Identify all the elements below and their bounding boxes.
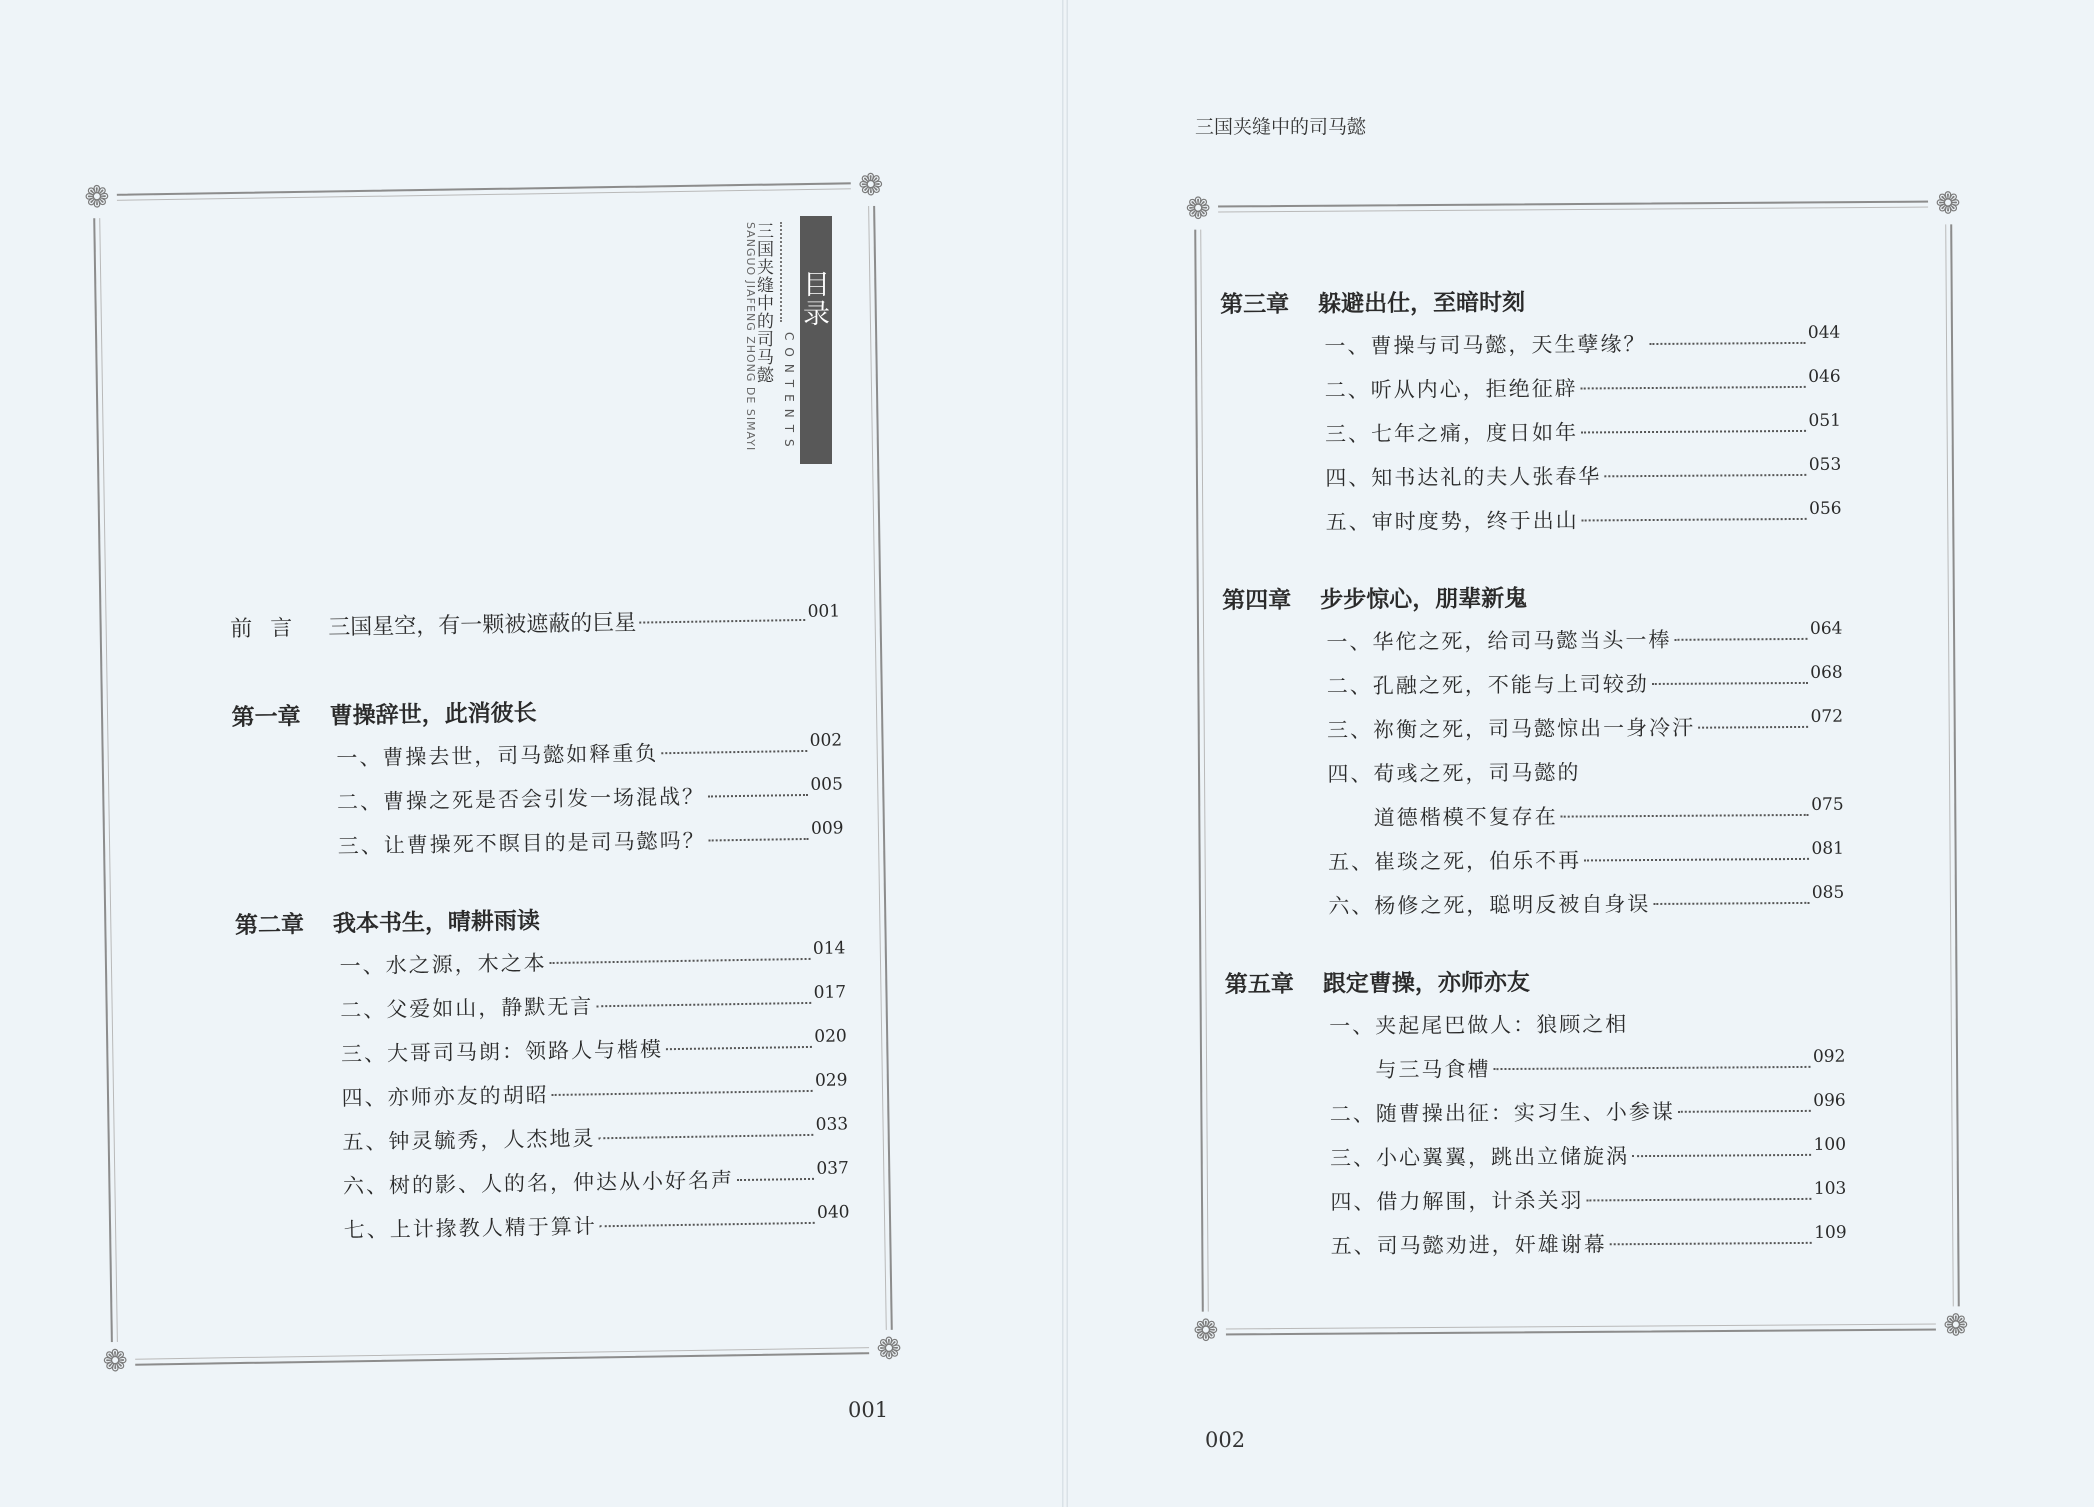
entry-page-number: 033 [815, 1114, 849, 1135]
entry-page-number: 020 [814, 1026, 847, 1047]
book-title-vertical: 三国夹缝中的司马懿 [753, 222, 773, 384]
entry-page-number: 009 [810, 818, 844, 839]
entry-title: 一、曹操去世，司马懿如释重负 [336, 741, 659, 771]
entry-title: 六、杨修之死，聪明反被自身误 [1328, 892, 1651, 919]
leader-dots [1652, 682, 1808, 685]
entry-title: 四、荀彧之死，司马懿的 [1327, 760, 1581, 787]
leader-dots [1610, 1242, 1812, 1245]
entry-title: 一、曹操与司马懿，天生孽缘？ [1324, 332, 1647, 359]
leader-dots [666, 1046, 812, 1050]
entry-page-number: 017 [813, 982, 847, 1003]
toc-entry[interactable] [1221, 409, 1841, 457]
chapter-title: 跟定曹操，亦师亦友 [1322, 968, 1530, 998]
entry-page-number: 081 [1811, 838, 1845, 859]
entry-page-number: 037 [816, 1158, 850, 1179]
entry-title: 与三马食槽 [1375, 1057, 1491, 1082]
entry-title: 一、华佗之死，给司马懿当头一棒 [1326, 627, 1672, 655]
toc-entry[interactable] [1226, 1089, 1846, 1137]
chapter-section [231, 688, 844, 870]
entry-title: 五、钟灵毓秀，人杰地灵 [342, 1126, 596, 1155]
entry-title: 二、孔融之死，不能与上司较劲 [1326, 672, 1649, 699]
toc-entry[interactable] [1227, 1221, 1847, 1269]
page-number-right: 002 [1205, 1428, 1246, 1452]
entry-title: 二、曹操之死是否会引发一场混战？ [336, 784, 706, 815]
running-header: 三国夹缝中的司马懿 [1195, 116, 1367, 138]
chapter-section [235, 896, 850, 1254]
right-chapters [1220, 281, 1847, 1269]
leader-dots [1582, 518, 1807, 522]
entry-page-number: 085 [1811, 882, 1845, 903]
entry-title: 二、随曹操出征：实习生、小参谋 [1329, 1099, 1675, 1127]
chapter-label: 第五章 [1224, 970, 1294, 998]
corner-ornament-icon: ❁ [95, 1342, 136, 1383]
toc-entry[interactable] [1225, 1001, 1845, 1049]
preface-page: 001 [807, 601, 841, 622]
toc-entry[interactable] [1222, 497, 1842, 545]
leader-dots [1584, 858, 1809, 862]
toc-entry[interactable] [1220, 321, 1840, 369]
corner-ornament-icon: ❁ [1186, 1311, 1226, 1351]
entry-page-number: 064 [1809, 618, 1843, 639]
leader-dots [1649, 342, 1805, 345]
leader-dots [1678, 1110, 1811, 1113]
leader-dots [1674, 638, 1807, 641]
toc-entry[interactable] [1223, 705, 1843, 753]
entry-page-number: 029 [814, 1070, 848, 1091]
toc-entry[interactable] [1223, 749, 1843, 797]
chapter-section [1225, 961, 1847, 1269]
toc-entry[interactable] [1224, 837, 1844, 885]
entry-page-number: 002 [809, 730, 843, 751]
corner-ornament-icon: ❁ [1928, 184, 1968, 224]
entry-title: 二、父爱如山，静默无言 [340, 994, 594, 1023]
leader-dots [1493, 1066, 1810, 1070]
leader-dots [1698, 726, 1808, 729]
entry-title: 三、小心翼翼，跳出立储旋涡 [1330, 1144, 1630, 1171]
entry-page-number: 109 [1814, 1222, 1847, 1243]
preface-label: 前言 [230, 615, 311, 642]
leader-dots [1632, 1154, 1811, 1157]
title-dotted-line [780, 222, 782, 322]
leader-dots [639, 619, 805, 624]
toc-entry[interactable] [1221, 365, 1841, 413]
leader-dots [661, 750, 807, 754]
entry-title: 六、树的影、人的名，仲达从小好名声 [342, 1168, 735, 1199]
entry-page-number: 044 [1807, 322, 1841, 343]
entry-title: 四、知书达礼的夫人张春华 [1325, 464, 1602, 491]
entry-page-number: 005 [810, 774, 843, 795]
book-spine [1062, 0, 1068, 1507]
entry-page-number: 072 [1810, 706, 1844, 727]
entry-title: 三、七年之痛，度日如年 [1324, 420, 1579, 447]
corner-ornament-icon: ❁ [77, 178, 118, 219]
entry-page-number: 092 [1812, 1046, 1846, 1067]
chapter-heading[interactable] [1222, 577, 1842, 621]
entry-title: 二、听从内心，拒绝征辟 [1324, 376, 1578, 403]
leader-dots [600, 1222, 815, 1227]
entry-title: 四、借力解围，计杀关羽 [1330, 1188, 1584, 1215]
leader-dots [708, 794, 808, 798]
entry-title: 三、祢衡之死，司马懿惊出一身冷汗 [1327, 715, 1696, 743]
leader-dots [1653, 902, 1809, 905]
entry-page-number: 046 [1808, 366, 1841, 387]
leader-dots [1581, 386, 1806, 390]
chapter-heading[interactable] [1225, 961, 1845, 1005]
entry-page-number: 056 [1809, 498, 1842, 519]
entry-page-number: 075 [1811, 794, 1844, 815]
left-chapters [231, 688, 850, 1254]
entry-title: 一、水之源，木之本 [339, 951, 547, 979]
entry-page-number: 103 [1813, 1178, 1847, 1199]
toc-entry[interactable] [1226, 1177, 1846, 1225]
page-number-left: 001 [848, 1398, 889, 1422]
chapter-heading[interactable] [1220, 281, 1840, 325]
toc-left [230, 600, 851, 1289]
leader-dots [1586, 1198, 1811, 1202]
entry-title: 三、大哥司马朗：领路人与楷模 [340, 1037, 664, 1067]
corner-ornament-icon: ❁ [1178, 189, 1218, 229]
entry-page-number: 040 [816, 1202, 850, 1223]
corner-ornament-icon: ❁ [850, 166, 891, 207]
chapter-section [1220, 281, 1842, 545]
toc-entry[interactable] [239, 1200, 850, 1254]
leader-dots [550, 958, 811, 964]
leader-dots [1581, 430, 1806, 434]
entry-title: 五、司马懿劝进，奸雄谢幕 [1330, 1232, 1607, 1259]
toc-entry[interactable] [1226, 1133, 1846, 1181]
toc-right [1220, 281, 1847, 1305]
chapter-title: 步步惊心，朋辈新鬼 [1320, 584, 1528, 614]
leader-dots [737, 1178, 814, 1181]
leader-dots [598, 1134, 813, 1139]
entry-page-number: 068 [1810, 662, 1843, 683]
entry-title: 五、崔琰之死，伯乐不再 [1327, 848, 1582, 875]
leader-dots [1604, 474, 1806, 477]
toc-entry[interactable] [1221, 453, 1841, 501]
leader-dots [709, 838, 809, 842]
entry-page-number: 051 [1808, 410, 1842, 431]
leader-dots [1561, 814, 1809, 818]
entry-title: 五、审时度势，终于出山 [1325, 508, 1579, 535]
preface-entry[interactable] [230, 600, 841, 650]
contents-title: 目录 [798, 270, 829, 328]
chapter-label: 第四章 [1222, 586, 1292, 614]
entry-title: 道德楷模不复存在 [1373, 804, 1558, 830]
entry-page-number: 053 [1808, 454, 1842, 475]
corner-ornament-icon: ❁ [869, 1330, 910, 1371]
toc-entry[interactable] [1224, 881, 1844, 929]
entry-page-number: 096 [1813, 1090, 1846, 1111]
toc-entry[interactable] [1224, 793, 1844, 841]
leader-dots [596, 1002, 811, 1007]
contents-english-title: CONTENTS [782, 332, 796, 454]
leader-dots [552, 1090, 813, 1096]
corner-ornament-icon: ❁ [1936, 1306, 1976, 1346]
entry-title: 一、夹起尾巴做人：狼顾之相 [1329, 1012, 1629, 1039]
book-title-pinyin: SANGUO JIAFENG ZHONG DE SIMAYI [744, 222, 757, 452]
toc-entry[interactable] [233, 816, 844, 870]
chapter-label: 第一章 [231, 702, 301, 731]
chapter-title: 躲避出仕，至暗时刻 [1318, 288, 1526, 318]
chapter-title: 曹操辞世，此消彼长 [329, 699, 537, 730]
contents-title-block [740, 216, 840, 466]
chapter-label: 第二章 [234, 910, 305, 939]
chapter-section [1222, 577, 1844, 929]
chapter-label: 第三章 [1220, 290, 1290, 318]
toc-entry[interactable] [1225, 1045, 1845, 1093]
entry-title: 四、亦师亦友的胡昭 [341, 1083, 549, 1111]
title-bar [800, 216, 832, 464]
toc-entry[interactable] [1222, 617, 1842, 665]
toc-entry[interactable] [1223, 661, 1843, 709]
preface-title: 三国星空，有一颗被遮蔽的巨星 [328, 610, 637, 641]
entry-title: 三、让曹操死不瞑目的是司马懿吗？ [337, 828, 706, 859]
chapter-title: 我本书生，晴耕雨读 [332, 907, 541, 938]
entry-page-number: 100 [1813, 1134, 1847, 1155]
entry-page-number: 014 [812, 938, 846, 959]
entry-title: 七、上计掾教人精于算计 [343, 1214, 597, 1243]
